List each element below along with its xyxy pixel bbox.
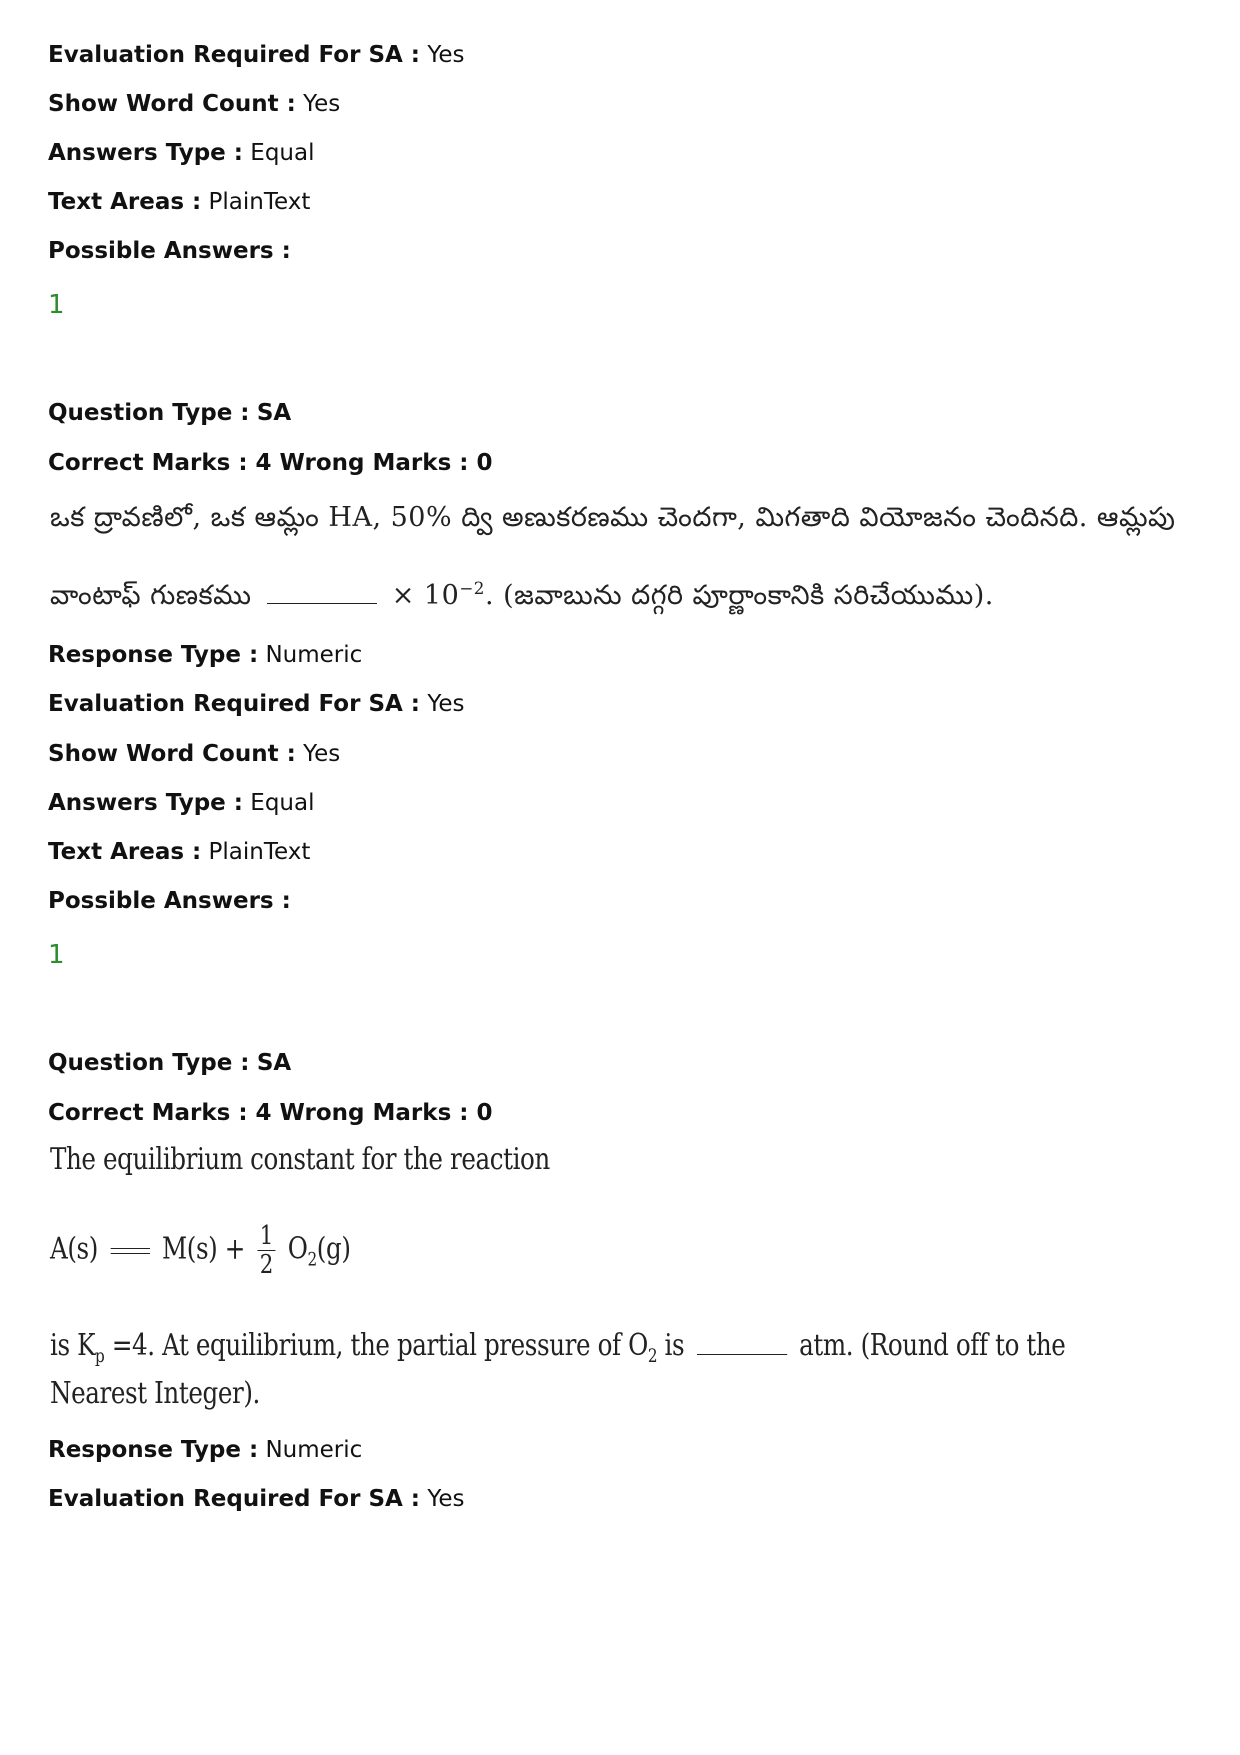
possible-answers-field — [48, 886, 291, 916]
text-fragment: is K — [50, 1328, 96, 1363]
text-areas-field — [48, 837, 310, 867]
exponent: −2 — [459, 578, 485, 598]
field-label: Show Word Count : — [48, 91, 296, 117]
product-state: (g) — [316, 1231, 351, 1267]
answer-blank — [267, 603, 377, 604]
field-label: Possible Answers : — [48, 888, 291, 914]
marks-field — [48, 1098, 492, 1128]
question-text-fragment: వాంటాఫ్ గుణకము — [50, 580, 252, 611]
possible-answers-field — [48, 236, 291, 266]
product-oxygen: O — [287, 1231, 308, 1267]
question-text-line-1: ఒక ద్రావణిలో, ఒక ఆమ్లం HA, 50% ద్వి అణుకరణము చెందగా, మిగతాది వియోజనం చెందినది. ఆమ్లపు — [50, 502, 1176, 533]
field-value: PlainText — [208, 189, 311, 215]
field-label: Possible Answers : — [48, 238, 291, 264]
answers-type-field — [48, 138, 315, 168]
question-type-field — [48, 1048, 291, 1078]
reactant: A(s) — [50, 1231, 98, 1267]
question-line-1 — [50, 1328, 1065, 1367]
subscript: p — [95, 1346, 105, 1367]
marks-field — [48, 448, 492, 478]
reaction-equation — [50, 1222, 351, 1279]
text-areas-field — [48, 187, 310, 217]
question-text-line-2 — [50, 578, 994, 618]
question-text-fragment: . (జవాబును దగ్గరి పూర్ణాంకానికి సరిచేయుము). — [484, 580, 994, 611]
field-label: Response Type : — [48, 1437, 259, 1463]
field-value: Equal — [250, 790, 315, 816]
answers-type-field — [48, 788, 315, 818]
field-value: Yes — [427, 1486, 465, 1512]
fraction-numerator: 1 — [257, 1222, 275, 1251]
field-label: Answers Type : — [48, 790, 243, 816]
evaluation-required-field — [48, 1484, 464, 1514]
field-label: Evaluation Required For SA : — [48, 691, 421, 717]
field-value: Yes — [427, 691, 465, 717]
field-label: Evaluation Required For SA : — [48, 42, 421, 68]
field-value: Equal — [250, 140, 315, 166]
field-label: Show Word Count : — [48, 741, 296, 767]
subscript: 2 — [307, 1249, 317, 1271]
show-word-count-field — [48, 89, 340, 119]
question-text-fragment: × 10 — [391, 580, 460, 611]
product: M(s) + — [161, 1231, 245, 1267]
fraction — [257, 1222, 275, 1279]
marks-label: Correct Marks : 4 Wrong Marks : 0 — [48, 450, 493, 476]
text-fragment: =4. At equilibrium, the partial pressure of O — [104, 1328, 648, 1363]
possible-answer-value: 1 — [48, 940, 65, 970]
question-line-2: Nearest Integer). — [50, 1376, 260, 1411]
text-fragment: is — [657, 1328, 685, 1363]
question-type-field — [48, 398, 291, 428]
answer-blank — [697, 1354, 787, 1355]
field-label: Answers Type : — [48, 140, 243, 166]
marks-label: Correct Marks : 4 Wrong Marks : 0 — [48, 1100, 493, 1126]
fraction-denominator: 2 — [259, 1250, 273, 1280]
field-value: SA — [256, 400, 292, 426]
evaluation-required-field — [48, 689, 464, 719]
equilibrium-arrow-icon — [110, 1246, 149, 1256]
response-type-field — [48, 1435, 362, 1465]
field-label: Question Type : — [48, 400, 250, 426]
field-value: Yes — [303, 741, 341, 767]
field-label: Text Areas : — [48, 839, 202, 865]
subscript: 2 — [647, 1346, 658, 1367]
field-label: Evaluation Required For SA : — [48, 1486, 421, 1512]
field-label: Text Areas : — [48, 189, 202, 215]
text-fragment: atm. (Round off to the — [799, 1328, 1066, 1363]
field-value: Yes — [303, 91, 341, 117]
field-label: Question Type : — [48, 1050, 250, 1076]
field-value: SA — [256, 1050, 292, 1076]
field-value: PlainText — [208, 839, 311, 865]
field-label: Response Type : — [48, 642, 259, 668]
possible-answer-value: 1 — [48, 290, 65, 320]
field-value: Numeric — [265, 642, 363, 668]
field-value: Yes — [427, 42, 465, 68]
question-intro: The equilibrium constant for the reaction — [50, 1142, 550, 1177]
field-value: Numeric — [265, 1437, 363, 1463]
response-type-field — [48, 640, 362, 670]
evaluation-required-field — [48, 40, 464, 70]
show-word-count-field — [48, 739, 340, 769]
